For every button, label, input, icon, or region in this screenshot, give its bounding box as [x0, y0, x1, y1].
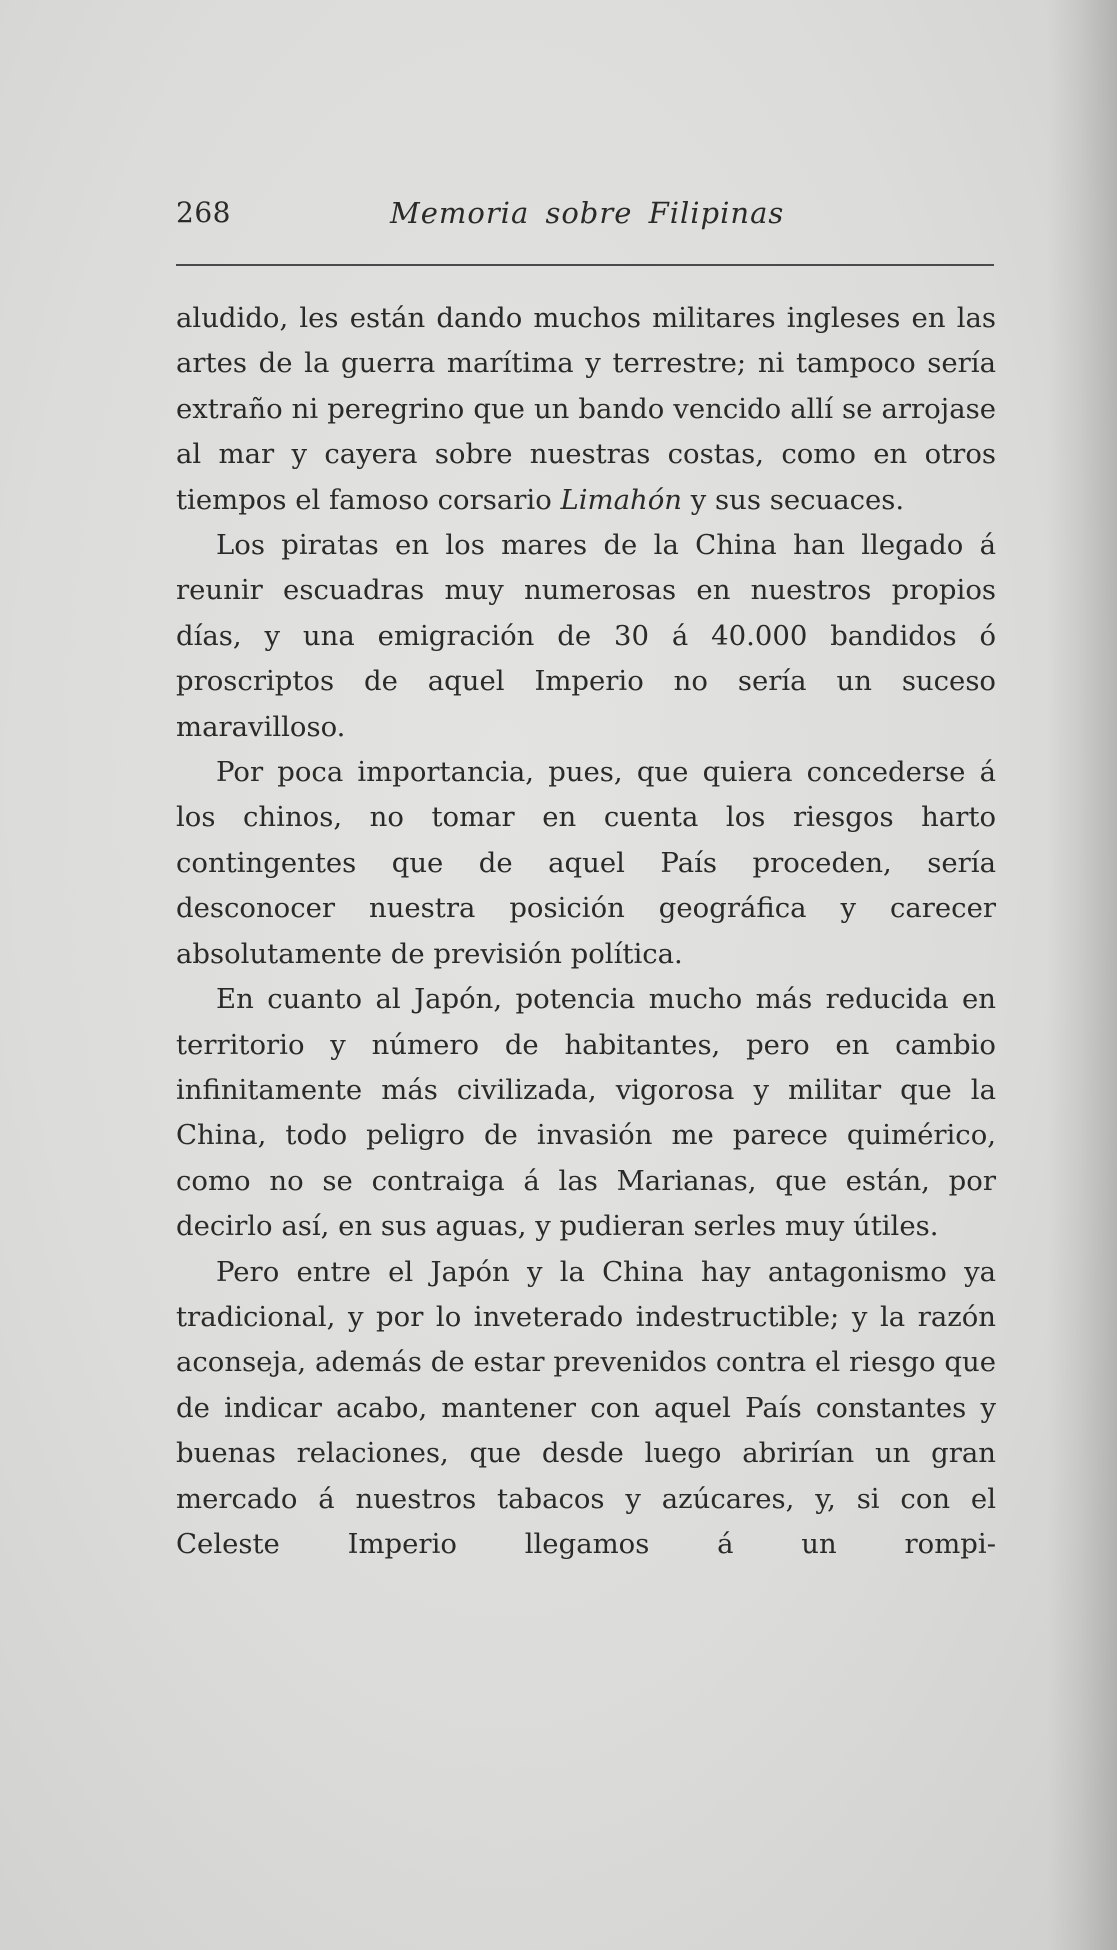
paragraph-5: Pero entre el Japón y la China hay antagonismo ya tradicional, y por lo inveterado indestructible; y la razón aconseja, además de estar prevenidos contra el riesgo que de indicar acabo, mantener con aquel País constantes y buenas relaciones, que desde luego abrirían un gran mercado á nuestros tabacos y azúcares, y, si con el Celeste Imperio llegamos á un rompi- [176, 1255, 996, 1560]
paragraph-1-text: aludido, les están dando muchos militares ingleses en las artes de la guerra marítima y terrestre; ni tampoco sería extraño ni peregrino que un bando vencido allí se arrojase al mar y cayera sobre nuestras costas, como en otros tiempos el famoso corsario [176, 302, 996, 516]
paragraph-1 [176, 296, 996, 523]
page-edge-shadow [1047, 0, 1117, 1950]
body-text [176, 296, 996, 1567]
paragraph-4: En cuanto al Japón, potencia mucho más reducida en territorio y número de habitantes, pero en cambio infinitamente más civilizada, vigorosa y militar que la China, todo peligro de invasión me parece quimérico, como no se contraiga á las Marianas, que están, por decirlo así, en sus aguas, y pudieran serles muy útiles. [176, 983, 996, 1243]
paragraph-2: Los piratas en los mares de la China han llegado á reunir escuadras muy numerosas en nuestros propios días, y una emigración de 30 á 40.000 bandidos ó proscriptos de aquel Imperio no sería un suceso maravilloso. [176, 529, 996, 743]
running-title: Memoria sobre Filipinas [390, 196, 785, 230]
header-rule [176, 264, 994, 266]
page-header [176, 196, 992, 236]
paragraph-3: Por poca importancia, pues, que quiera concederse á los chinos, no tomar en cuenta los riesgos harto contingentes que de aquel País proceden, sería desconocer nuestra posición geográfica y carecer absolutamente de previsión política. [176, 756, 996, 970]
paragraph-1-italic-name: Limahón [560, 483, 683, 516]
page-number: 268 [176, 196, 231, 229]
paragraph-1-text-end: y sus secuaces. [682, 483, 905, 516]
